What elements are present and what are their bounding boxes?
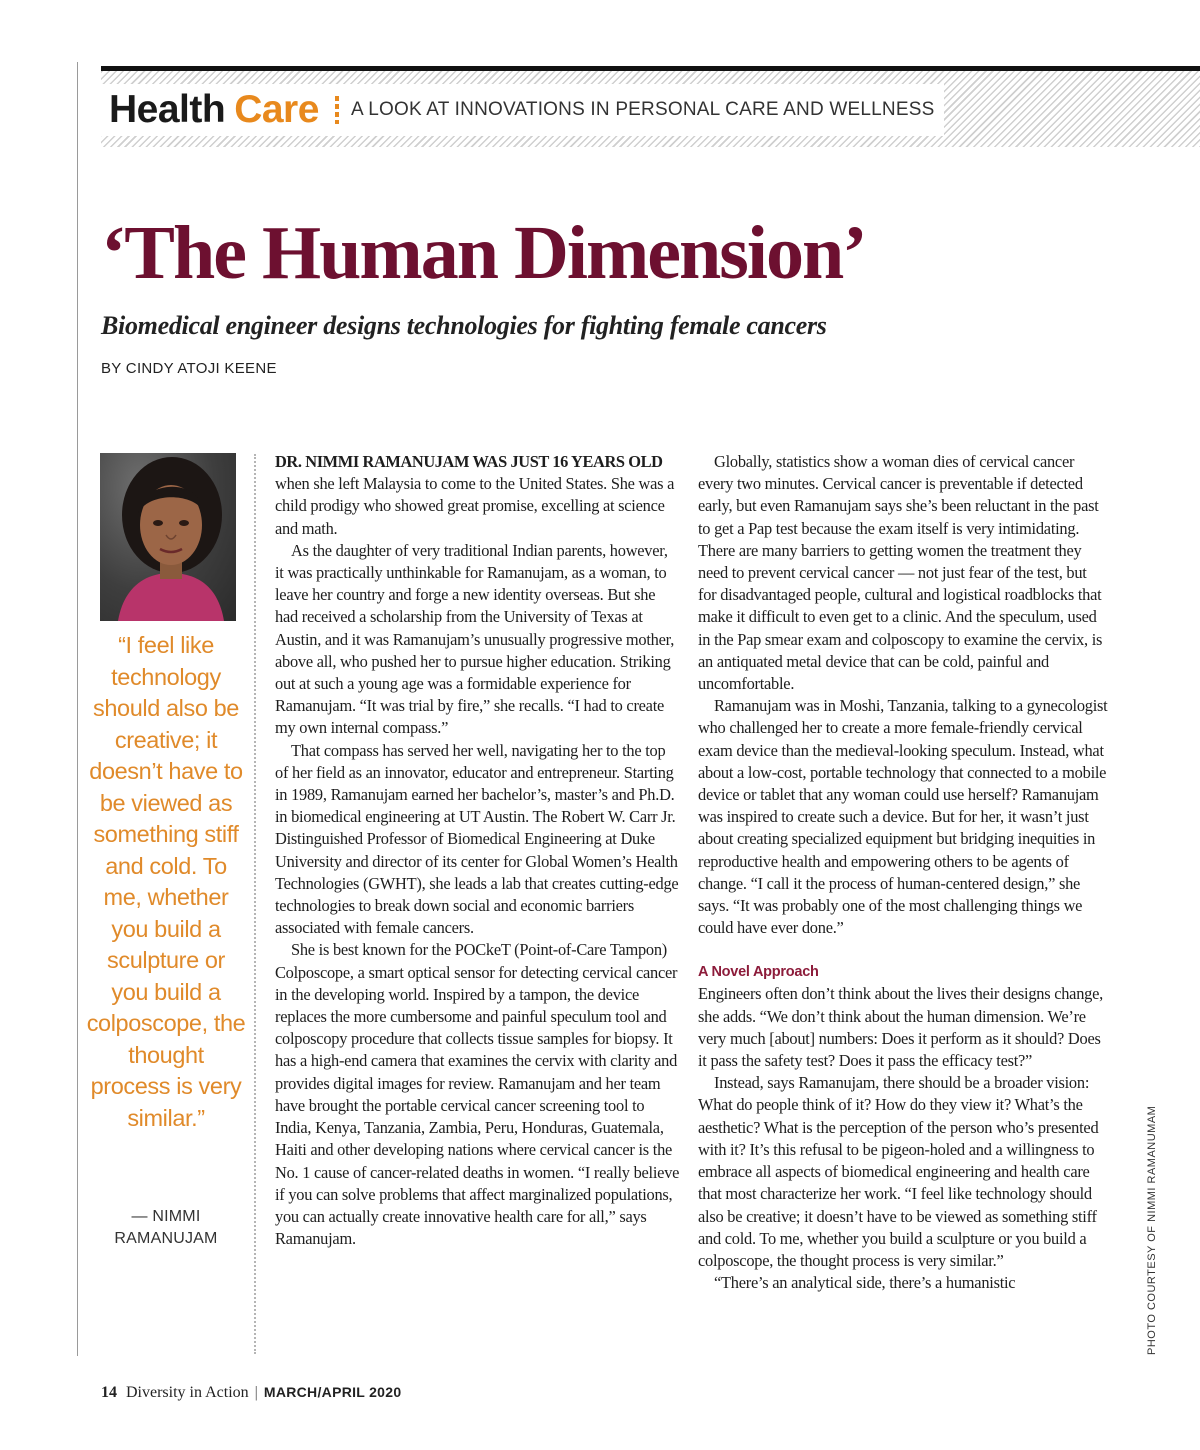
body-paragraph: Instead, says Ramanujam, there should be a broader vision: What do people think of it? How do they view it? What’s the aesthetic? What is the perception of the person who’s presented with it? It’s this refusal to be pigeon-holed and a willingness to embrace all aspects of biomedical engineering and health care that most characterize her work. “I feel like technology should also be creative; it doesn’t have to be viewed as something stiff and cold. To me, whether you build a sculpture or you build a colposcope, the thought process is very similar.” — [698, 1073, 1099, 1270]
page-footer — [101, 1384, 401, 1402]
body-paragraph: “There’s an analytical side, there’s a humanistic — [714, 1273, 1016, 1293]
article-dek: Biomedical engineer designs technologies for fighting female cancers — [101, 311, 827, 340]
page-number: 14 — [101, 1384, 117, 1401]
body-paragraph: As the daughter of very traditional Indian parents, however, it was practically unthinkable for Ramanujam, as a woman, to leave her country and forge a new identity overseas. But she had received a scholarship from the University of Texas at Austin, and it was Ramanujam’s unusually progressive mother, above all, who pushed her to pursue higher education. Striking out at such a young age was a formidable experience for Ramanujam. “It was trial by fire,” she recalls. “I had to create my own internal compass.” — [275, 540, 675, 738]
section-divider — [335, 96, 339, 124]
body-paragraph: Ramanujam was in Moshi, Tanzania, talking to a gynecologist who challenged her to create a more female-friendly cervical exam device than the medieval-looking speculum. Instead, what about a low-cost, portable technology that connected to a mobile device or tablet that any woman could use herself? Ramanujam was inspired to create such a device. But for her, it wasn’t just about creating specialized equipment but bridging inequities in reproductive health and empowering others to be agents of change. “I call it the process of human-centered design,” she says. “It was probably one of the most challenging things we could have ever done.” — [698, 696, 1108, 938]
body-column-1 — [275, 451, 680, 1250]
portrait-photo — [100, 453, 236, 621]
subhead: A Novel Approach — [698, 964, 819, 981]
lead-in: DR. NIMMI RAMANUJAM WAS JUST 16 YEARS OLD — [275, 452, 663, 471]
column-divider — [254, 454, 256, 1354]
section-header — [101, 84, 944, 136]
body-paragraph — [275, 451, 680, 540]
section-name-care: Care — [234, 88, 319, 131]
body-text: when she left Malaysia to come to the United States. She was a child prodigy who showed great promise, excelling at science and math. — [275, 474, 675, 538]
publication-name: Diversity in Action — [126, 1384, 249, 1401]
section-tagline: A LOOK AT INNOVATIONS IN PERSONAL CARE AND WELLNESS — [350, 99, 935, 120]
pull-quote-attribution: — NIMMI RAMANUJAM — [114, 1208, 218, 1247]
body-paragraph: Engineers often don’t think about the lives their designs change, she adds. “We don’t think about the human dimension. We’re very much [about] numbers: Does it perform as it should? Does it pass the safety test? Does it pass the efficacy test?” — [698, 984, 1103, 1071]
footer-separator: | — [254, 1384, 258, 1401]
body-paragraph: She is best known for the POCkeT (Point-of-Care Tampon) Colposcope, a smart optical sensor for detecting cervical cancer in the developing world. Inspired by a tampon, the device replaces the more cumbersome and painful speculum tool and colposcopy procedure that collects tissue samples for biopsy. It has a high-end camera that examines the cervix with clarity and provides digital images for review. Ramanujam and her team have brought the portable cervical cancer screening tool to India, Kenya, Tanzania, Zambia, Peru, Honduras, Guatemala, Haiti and other developing nations where cervical cancer is the No. 1 cause of cancer-related deaths in women. “I really believe if you can solve problems that affect marginalized populations, you can actually create innovative health care for all,” says Ramanujam. — [275, 940, 680, 1249]
photo-credit: PHOTO COURTESY OF NIMMI RAMANUMAM — [1146, 1105, 1158, 1355]
body-paragraph: Globally, statistics show a woman dies of cervical cancer every two minutes. Cervical cancer is preventable if detected early, but even Ramanujam says she’s been reluctant in the past to get a Pap test because the exam itself is very intimidating. There are many barriers to getting women the treatment they need to prevent cervical cancer — not just fear of the test, but for disadvantaged people, cultural and logistical roadblocks that make it difficult to even get to a clinic. And the speculum, used in the Pap smear exam and colposcopy to examine the cervix, is an antiquated metal device that can be cold, painful and uncomfortable. — [698, 452, 1103, 694]
body-column-2 — [698, 451, 1108, 1294]
article-headline: ‘The Human Dimension’ — [101, 211, 866, 295]
section-name-health: Health — [109, 88, 226, 131]
byline: BY CINDY ATOJI KEENE — [101, 360, 277, 377]
pull-quote: “I feel like technology should also be creative; it doesn’t have to be viewed as something stiff and cold. To me, whether you build a sculpture or you build a colposcope, the thought process is very similar.” — [86, 632, 246, 1131]
body-paragraph: That compass has served her well, navigating her to the top of her field as an innovator, educator and entrepreneur. Starting in 1989, Ramanujam earned her bachelor’s, master’s and Ph.D. in biomedical engineering at UT Austin. The Robert W. Carr Jr. Distinguished Professor of Biomedical Engineering at Duke University and director of its center for Global Women’s Health Technologies (GWHT), she leads a lab that creates cutting-edge technologies to break down social and economic barriers associated with female cancers. — [275, 740, 679, 938]
margin-rule — [77, 62, 78, 1356]
portrait-illustration — [100, 453, 236, 621]
issue-date: MARCH/APRIL 2020 — [263, 1384, 402, 1400]
